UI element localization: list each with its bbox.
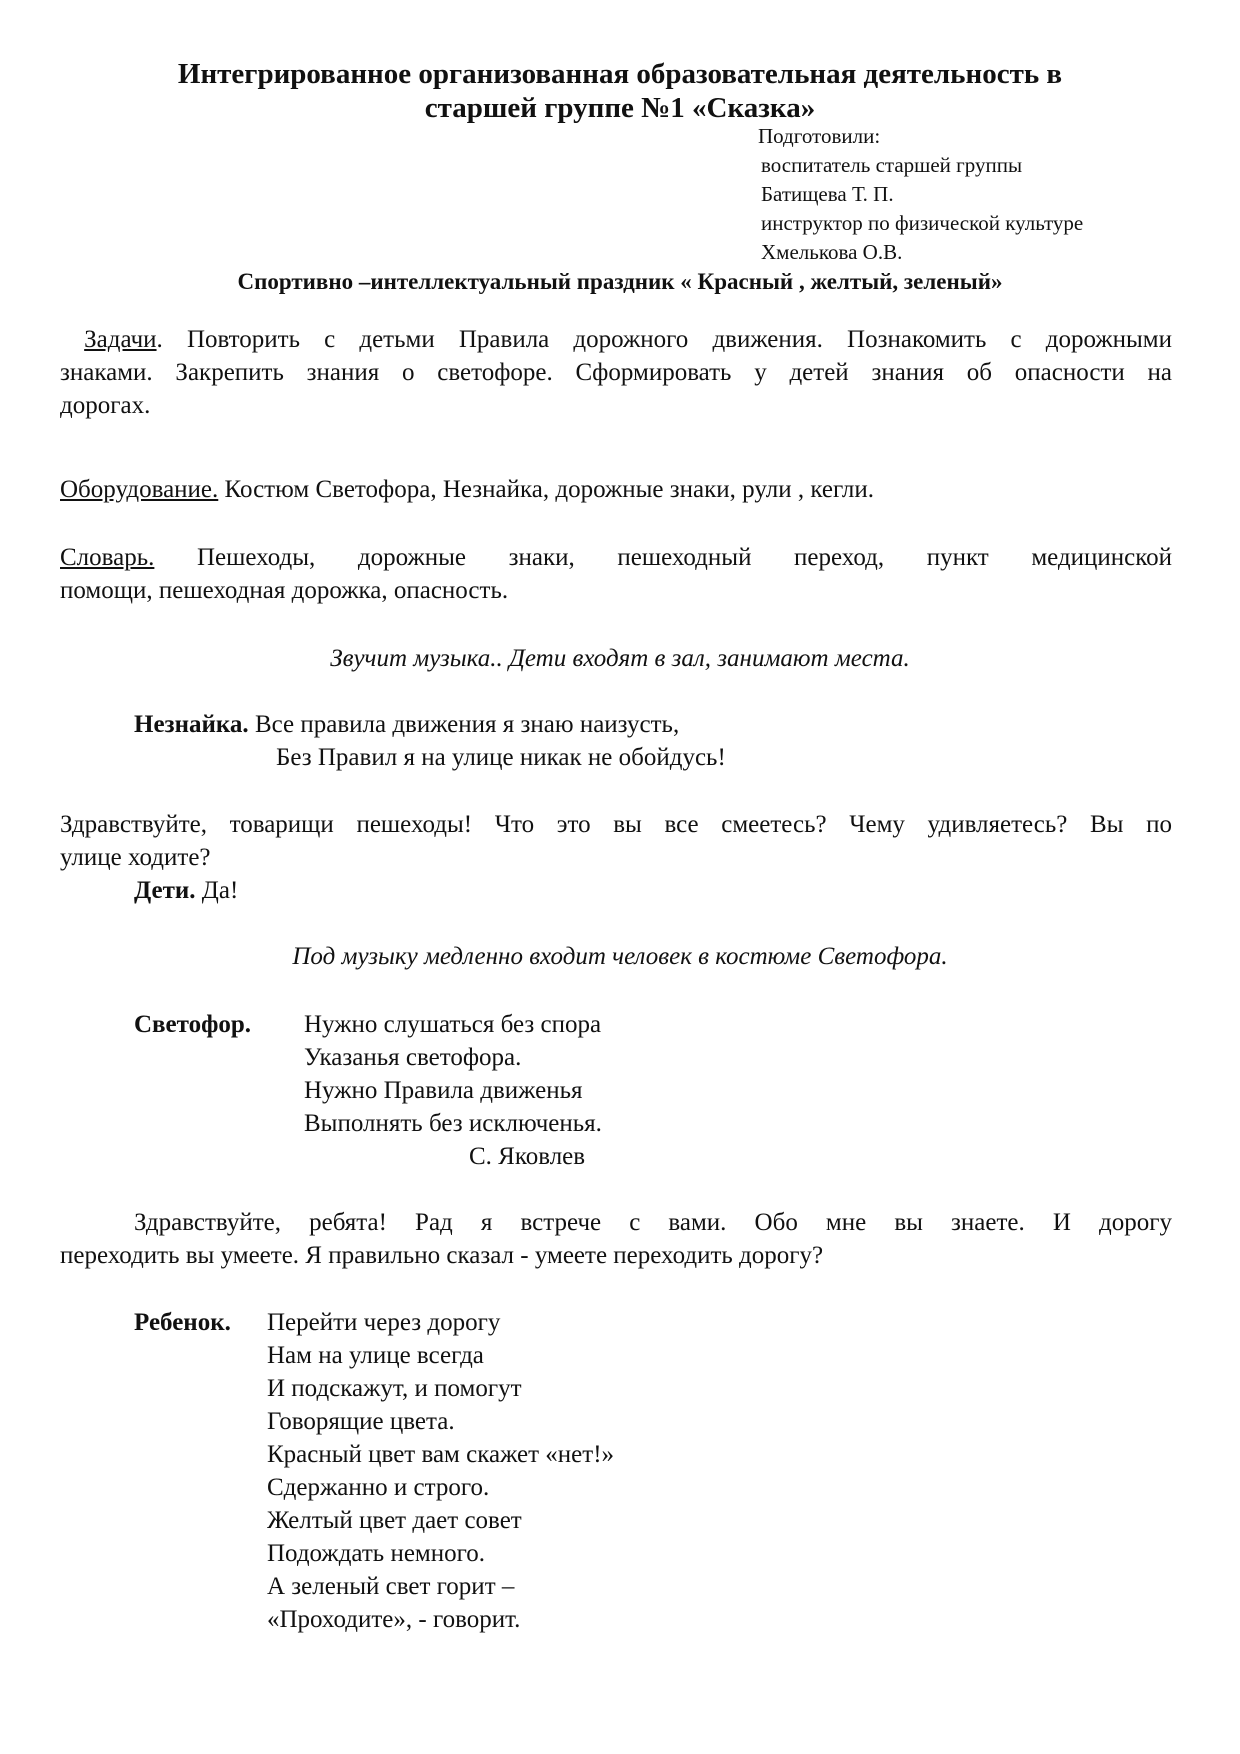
svetofor-speaker: Светофор. [134,1011,252,1038]
vocabulary-line-1 [60,541,1172,574]
authors-name-2: Хмелькова О.В. [761,240,903,264]
vocabulary-line-2: помощи, пешеходная дорожка, опасность. [60,577,509,604]
child-poem-line: Нам на улице всегда [267,1342,484,1369]
vocabulary-text-1: Пешеходы, дорожные знаки, пешеходный переход, пункт медицинской [154,544,1172,571]
svetofor-poem-line: Выполнять без исключенья. [304,1110,602,1137]
svetofor-greeting-line-2: переходить вы умеете. Я правильно сказал - умеете переходить дорогу? [60,1242,824,1269]
authors-role-2: инструктор по физической культуре [761,211,1084,235]
svetofor-greeting-line-1: Здравствуйте, ребята! Рад я встрече с вами. Обо мне вы знаете. И дорогу [134,1209,1172,1236]
authors-prepared: Подготовили: [758,124,881,148]
equipment-line [60,473,874,506]
child-poem-line: И подскажут, и помогут [267,1375,522,1402]
svetofor-poem-author: С. Яковлев [469,1143,586,1170]
children-line [134,874,238,907]
vocabulary-label: Словарь. [60,544,155,571]
child-poem-line: Перейти через дорогу [267,1309,501,1336]
title-line-2: старшей группе №1 «Сказка» [424,92,816,124]
child-poem-line: Желтый цвет дает совет [267,1507,522,1534]
neznayka-line-1 [134,708,679,741]
child-poem-line: Сдержанно и строго. [267,1474,490,1501]
neznayka-text-1: Все правила движения я знаю наизусть, [248,711,680,738]
child-poem-line: Красный цвет вам скажет «нет!» [267,1441,615,1468]
neznayka-line-2: Без Правил я на улице никак не обойдусь! [276,744,726,771]
tasks-label: Задачи [84,326,157,353]
child-poem-line: Подождать немного. [267,1540,486,1567]
equipment-label: Оборудование. [60,476,219,503]
tasks-line-1 [60,323,1172,356]
title-line-1: Интегрированное организованная образовательная деятельность в [177,58,1063,90]
greeting-line-1: Здравствуйте, товарищи пешеходы! Что это вы все смеетесь? Чему удивляетесь? Вы по [60,811,1172,838]
stage-direction-2: Под музыку медленно входит человек в костюме Светофора. [292,943,948,970]
tasks-line-2: знаками. Закрепить знания о светофоре. Сформировать у детей знания об опасности на [60,359,1172,386]
svetofor-poem-line: Нужно Правила движенья [304,1077,583,1104]
child-speaker: Ребенок. [134,1309,231,1336]
greeting-line-2: улице ходите? [60,844,211,871]
svetofor-poem-line: Нужно слушаться без спора [304,1011,602,1038]
child-poem-line: «Проходите», - говорит. [267,1606,521,1633]
tasks-text-1: . Повторить с детьми Правила дорожного движения. Познакомить с дорожными [156,326,1173,353]
child-poem-line: А зеленый свет горит – [267,1573,515,1600]
authors-name-1: Батищева Т. П. [761,182,894,206]
tasks-line-3: дорогах. [60,392,151,419]
children-speaker: Дети. [134,877,196,904]
child-poem-line: Говорящие цвета. [267,1408,455,1435]
neznayka-speaker: Незнайка. [134,711,249,738]
stage-direction-1: Звучит музыка.. Дети входят в зал, занимают места. [330,645,910,672]
subtitle: Спортивно –интеллектуальный праздник « Красный , желтый, зеленый» [237,269,1003,294]
children-text: Да! [195,877,239,904]
svetofor-poem-line: Указанья светофора. [304,1044,522,1071]
authors-role-1: воспитатель старшей группы [761,153,1023,177]
equipment-text: Костюм Светофора, Незнайка, дорожные знаки, рули , кегли. [218,476,875,503]
